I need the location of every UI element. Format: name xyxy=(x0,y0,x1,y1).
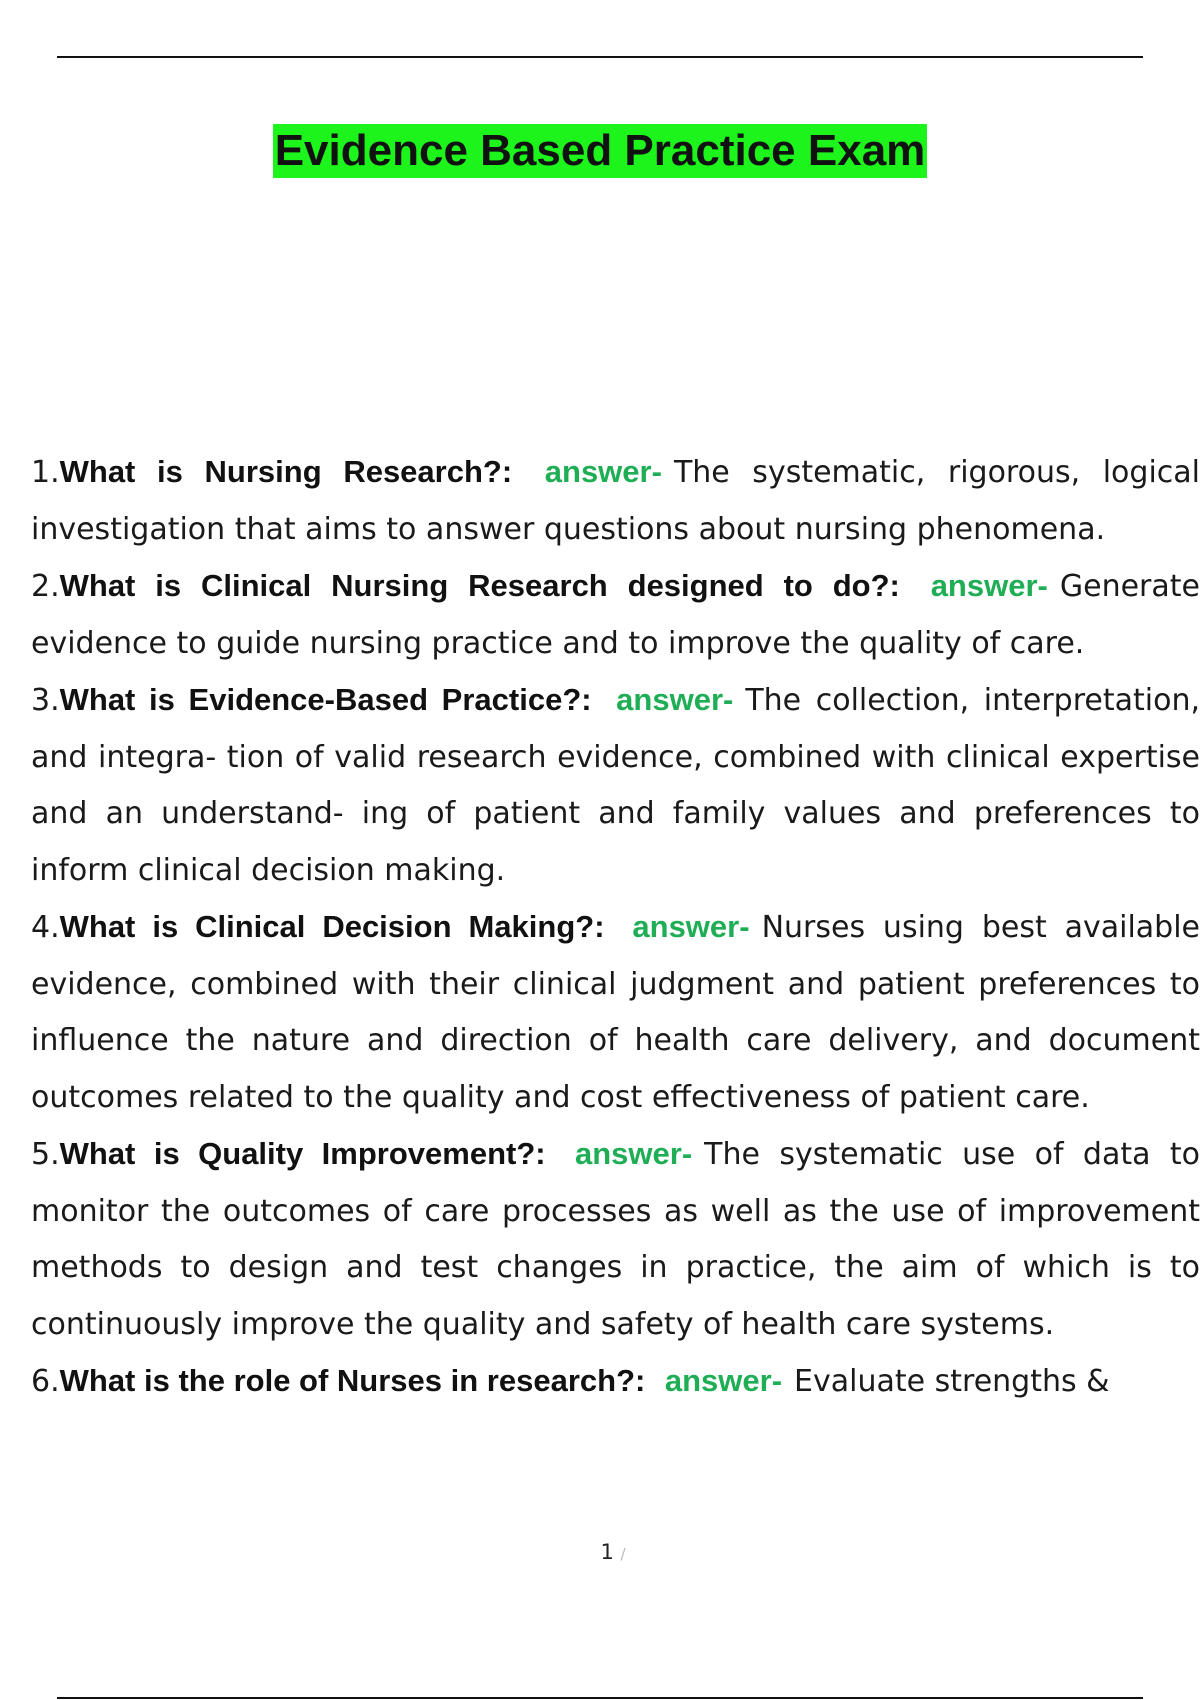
question-text: What is Clinical Nursing Research designed to do?: xyxy=(59,568,900,603)
question-item-5 xyxy=(31,1126,1200,1353)
question-text: What is Nursing Research?: xyxy=(59,454,513,489)
page-number: 1 xyxy=(600,1540,614,1564)
question-number: 1. xyxy=(31,455,60,490)
answer-label: answer- xyxy=(632,909,750,944)
answer-text: The systematic, rigorous, logical investigation that aims to answer questions about nursing phenomena. xyxy=(31,455,1200,547)
page-number-footer xyxy=(0,1540,1200,1564)
question-number: 3. xyxy=(31,683,60,718)
answer-label: answer- xyxy=(616,682,734,717)
question-text: What is Quality Improvement?: xyxy=(59,1136,546,1171)
question-number: 5. xyxy=(31,1137,60,1172)
question-item-1 xyxy=(31,444,1200,558)
question-item-6 xyxy=(31,1353,1200,1411)
question-text: What is Evidence-Based Practice?: xyxy=(59,682,592,717)
answer-label: answer- xyxy=(664,1363,783,1398)
title-wrapper xyxy=(0,124,1200,178)
question-item-2 xyxy=(31,558,1200,672)
question-text: What is Clinical Decision Making?: xyxy=(59,909,605,944)
bottom-rule xyxy=(57,1697,1143,1699)
answer-label: answer- xyxy=(575,1136,693,1171)
answer-text: The collection, interpretation, and integra- tion of valid research evidence, combined with clinical expertise and an understand- ing of patient and family values and preferences to inform clinical decision making. xyxy=(31,683,1200,888)
answer-text: The systematic use of data to monitor the outcomes of care processes as well as the use of improvement methods to design and test changes in practice, the aim of which is to continuously improve the quality and safety of health care systems. xyxy=(31,1137,1200,1342)
page-number-suffix: / xyxy=(620,1545,626,1563)
answer-label: answer- xyxy=(930,568,1048,603)
answer-text: Generate evidence to guide nursing practice and to improve the quality of care. xyxy=(31,569,1200,661)
question-number: 2. xyxy=(31,569,60,604)
document-title: Evidence Based Practice Exam xyxy=(273,124,928,178)
question-text: What is the role of Nurses in research?: xyxy=(59,1363,646,1398)
answer-label: answer- xyxy=(544,454,662,489)
top-rule xyxy=(57,56,1143,58)
answer-text: Nurses using best available evidence, combined with their clinical judgment and patient preferences to influence the nature and direction of health care delivery, and document outcomes related to the quality and cost effectiveness of patient care. xyxy=(31,910,1200,1115)
question-item-3 xyxy=(31,672,1200,899)
question-item-4 xyxy=(31,899,1200,1126)
question-number: 4. xyxy=(31,910,60,945)
question-list xyxy=(31,444,1200,1411)
question-number: 6. xyxy=(31,1364,60,1399)
answer-text: Evaluate strengths & xyxy=(794,1364,1110,1399)
